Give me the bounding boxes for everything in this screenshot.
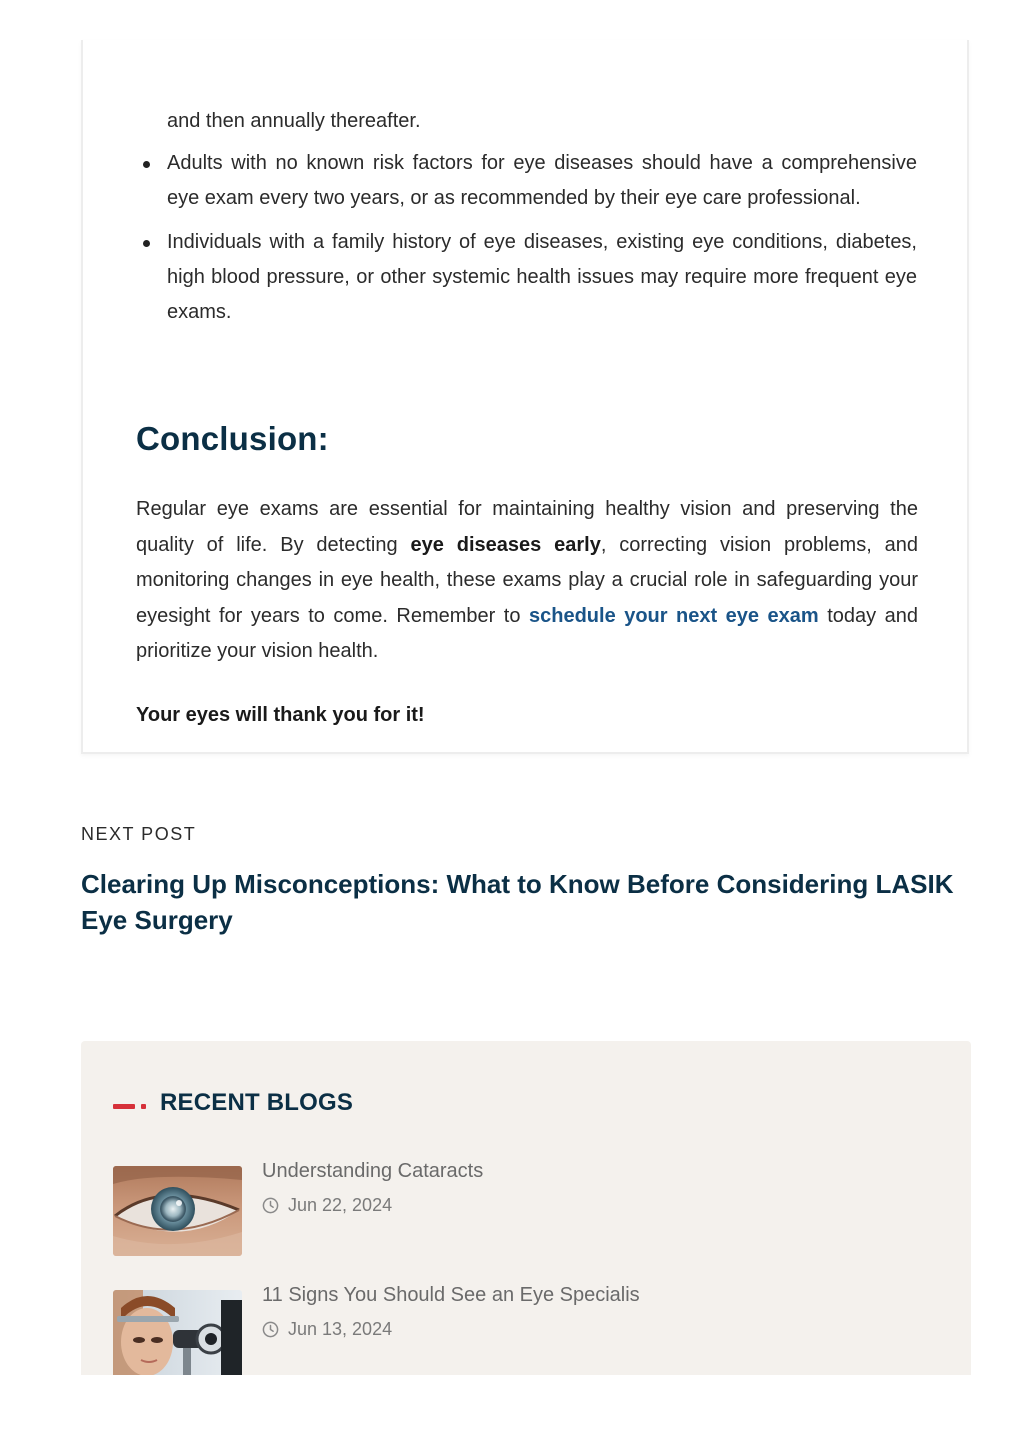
- clock-icon: [262, 1321, 279, 1338]
- eye-specialist-thumbnail[interactable]: [113, 1290, 242, 1375]
- section-accent-icon: [113, 1104, 147, 1109]
- recent-blog-date-row: [262, 1318, 392, 1340]
- list-item: [135, 225, 917, 330]
- list-item-text: Individuals with a family history of eye diseases, existing eye conditions, diabetes, high blood pressure, or other systemic health issues may require more frequent eye exams.: [167, 231, 917, 323]
- recent-blog-title[interactable]: 11 Signs You Should See an Eye Specialis: [262, 1284, 640, 1306]
- clock-icon: [262, 1197, 279, 1214]
- recent-blog-date: Jun 22, 2024: [288, 1194, 393, 1215]
- recent-blogs-panel: [81, 1041, 971, 1375]
- recent-blog-date: Jun 13, 2024: [288, 1318, 393, 1339]
- recent-blog-item[interactable]: [113, 1160, 933, 1258]
- conclusion-bold-text: eye diseases early: [410, 533, 601, 556]
- accent-dot: [141, 1104, 146, 1109]
- recent-blog-item[interactable]: [113, 1284, 933, 1375]
- cataract-eye-image: [113, 1166, 242, 1256]
- next-post-link[interactable]: Clearing Up Misconceptions: What to Know Before Considering LASIK Eye Surgery: [81, 869, 954, 935]
- next-post-label: NEXT POST: [81, 824, 197, 844]
- recent-blog-date-row: [262, 1194, 392, 1216]
- eye-specialist-image: [113, 1290, 242, 1375]
- recent-blog-title[interactable]: Understanding Cataracts: [262, 1160, 484, 1182]
- recent-blogs-title: RECENT BLOGS: [160, 1089, 354, 1116]
- accent-bar: [113, 1104, 135, 1109]
- schedule-exam-link[interactable]: schedule your next eye exam: [529, 604, 819, 627]
- bullet-icon: [143, 161, 150, 168]
- list-continuation-text: and then annually thereafter.: [167, 110, 421, 132]
- conclusion-heading: Conclusion:: [136, 420, 329, 457]
- conclusion-text-part1: Regular eye exams are essential for maintaining healthy vision and preserving the quality of life. By detecting: [136, 498, 918, 556]
- conclusion-paragraph: [136, 492, 918, 670]
- exam-frequency-list: [135, 146, 917, 339]
- bullet-icon: [143, 240, 150, 247]
- conclusion-text-part3: today and prioritize your vision health.: [136, 604, 919, 662]
- article-body: [81, 40, 969, 754]
- closing-line: Your eyes will thank you for it!: [136, 704, 425, 726]
- conclusion-text-part2: , correcting vision problems, and monitoring changes in eye health, these exams play a crucial role in safeguarding your eyesight for years to come. Remember to: [136, 533, 918, 627]
- list-item-text: Adults with no known risk factors for eye diseases should have a comprehensive eye exam every two years, or as recommended by their eye care professional.: [167, 152, 917, 209]
- cataract-eye-thumbnail[interactable]: [113, 1166, 242, 1256]
- list-item: [135, 146, 917, 216]
